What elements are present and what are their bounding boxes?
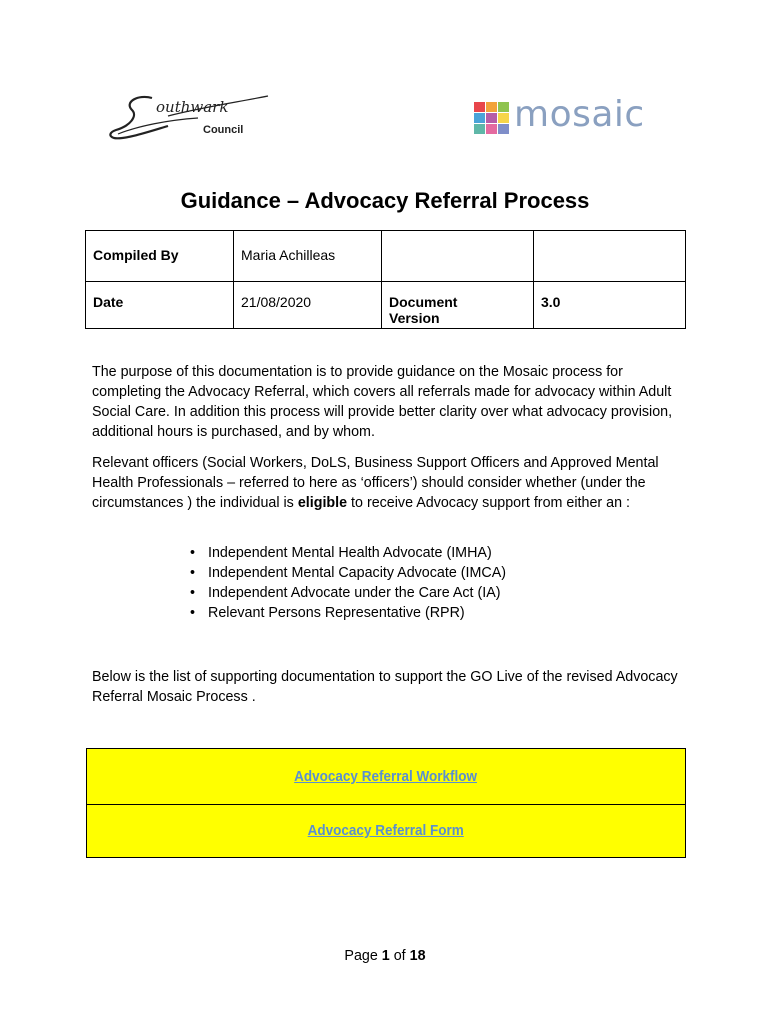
mosaic-tile (498, 113, 509, 123)
compiled-by-label: Compiled By (86, 231, 234, 282)
mosaic-grid-icon (474, 102, 510, 134)
svg-text:outhwark: outhwark (156, 98, 229, 116)
southwark-council-logo (108, 86, 278, 144)
total-pages: 18 (409, 948, 426, 964)
mosaic-tile (474, 113, 485, 123)
form-link-row (87, 805, 685, 857)
mosaic-tile (486, 113, 497, 123)
mosaic-tile (474, 102, 485, 112)
document-title: Guidance – Advocacy Referral Process (180, 188, 590, 213)
eligible-emphasis: eligible (297, 495, 348, 511)
date-label: Date (86, 282, 234, 329)
empty-cell (534, 231, 686, 282)
officers-text-end: to receive Advocacy support from either an : (347, 495, 630, 511)
southwark-signature-mark (108, 86, 278, 144)
advocacy-referral-workflow-link[interactable]: Advocacy Referral Workflow (294, 768, 478, 785)
list-item: • Independent Mental Capacity Advocate (IMCA) (190, 563, 506, 583)
workflow-link-row (87, 749, 685, 805)
empty-cell (382, 231, 534, 282)
purpose-paragraph: The purpose of this documentation is to provide guidance on the Mosaic process for completing the Advocacy Referral, which covers all referrals made for advocacy within Adult Social Care. In addition this process will provide better clarity over what advocacy provision, additional hours is purchased, and by whom. (92, 364, 673, 440)
compiled-by-value: Maria Achilleas (234, 231, 382, 282)
list-item: • Independent Mental Health Advocate (IMHA) (190, 543, 506, 563)
council-wordmark: Council (203, 124, 244, 136)
document-meta-table (85, 230, 686, 329)
page-number (0, 948, 770, 964)
page-word: Page (344, 948, 378, 964)
of-word: of (393, 948, 406, 964)
meta-row-compiled (86, 231, 686, 282)
mosaic-tile (498, 124, 509, 134)
current-page: 1 (381, 948, 390, 964)
version-label: Document Version (382, 282, 534, 329)
officers-text-start: Relevant officers (Social Workers, DoLS, Business Support Officers and Approved Mental Health Professionals – referred to here as ‘officers’) should consider whether (under the circumstances ) the individual is (92, 455, 659, 511)
mosaic-tile (486, 124, 497, 134)
mosaic-logo (474, 94, 664, 140)
list-item: • Relevant Persons Representative (RPR) (190, 603, 506, 623)
list-item: • Independent Advocate under the Care Act (IA) (190, 583, 506, 603)
mosaic-wordmark: mosaic (514, 94, 645, 135)
supporting-links-box (86, 748, 686, 858)
mosaic-tile (498, 102, 509, 112)
mosaic-tile (474, 124, 485, 134)
advocate-types-list (190, 543, 506, 623)
officers-paragraph (92, 453, 682, 513)
mosaic-tile (486, 102, 497, 112)
meta-row-date (86, 282, 686, 329)
advocacy-referral-form-link[interactable]: Advocacy Referral Form (307, 822, 465, 839)
supporting-docs-paragraph: Below is the list of supporting documentation to support the GO Live of the revised Advocacy Referral Mosaic Process . (92, 669, 678, 705)
date-value: 21/08/2020 (234, 282, 382, 329)
version-value: 3.0 (534, 282, 686, 329)
